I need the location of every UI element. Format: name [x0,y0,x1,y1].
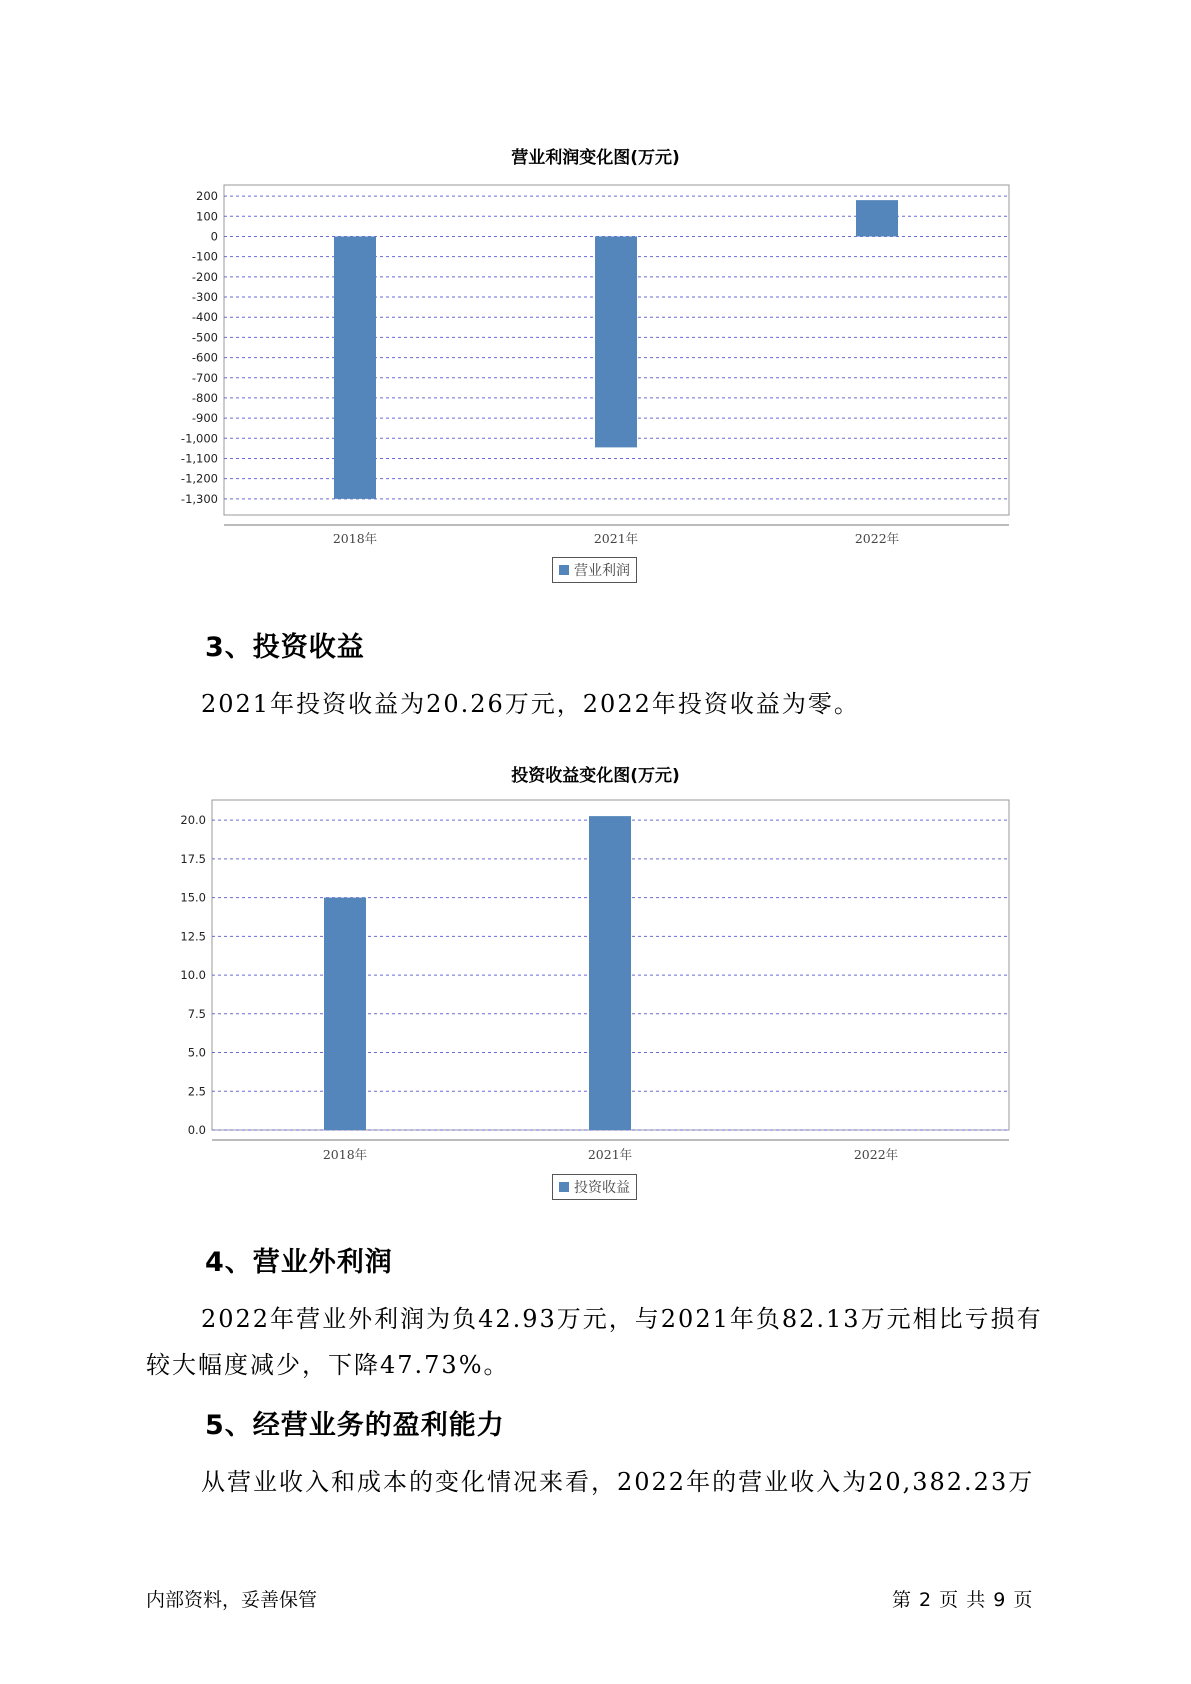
footer-page-number: 第 2 页 共 9 页 [892,1589,1034,1611]
chart2-xtick-label: 2018年 [322,1147,368,1162]
chart1-ytick-label: 0 [210,229,218,244]
chart1-xtick-label: 2021年 [593,531,639,546]
chart1-xtick-label: 2018年 [332,531,378,546]
chart1-ytick-label: -100 [191,249,218,264]
chart2-ytick-label: 12.5 [180,929,206,944]
chart2-ytick-label: 20.0 [180,813,206,828]
chart1-ytick-label: 100 [196,209,218,224]
chart1-ytick-label: -700 [191,370,218,385]
chart2-title: 投资收益变化图(万元) [511,766,680,786]
chart1-ytick-label: -300 [191,290,218,305]
section4-text-line1: 2022年营业外利润为负42.93万元，与2021年负82.13万元相比亏损有 [201,1305,1043,1333]
chart1-ytick-label: 200 [196,189,218,204]
section3-text: 2021年投资收益为20.26万元，2022年投资收益为零。 [201,690,860,718]
chart2-ytick-label: 10.0 [180,968,206,983]
chart2-bar-2021年 [589,816,631,1130]
chart1-ytick-label: -600 [191,350,218,365]
chart1-ytick-label: -500 [191,330,218,345]
chart2-ytick-label: 15.0 [180,890,206,905]
chart1-ytick-label: -200 [191,269,218,284]
chart1-title: 营业利润变化图(万元) [511,148,680,168]
chart2-ytick-label: 5.0 [187,1045,206,1060]
chart1-ytick-label: -1,100 [180,451,218,466]
chart2-legend-label: 投资收益 [574,1180,630,1196]
section4-heading: 4、营业外利润 [205,1247,393,1278]
chart1-legend-label: 营业利润 [574,563,630,579]
section5-heading: 5、经营业务的盈利能力 [205,1410,505,1441]
chart2-xtick-label: 2021年 [587,1147,633,1162]
section5-text: 从营业收入和成本的变化情况来看，2022年的营业收入为20,382.23万 [201,1468,1035,1496]
chart2-bar-2018年 [324,898,366,1130]
chart1-xtick-label: 2022年 [854,531,900,546]
chart2-ytick-label: 7.5 [187,1006,206,1021]
chart2-legend [552,1174,637,1200]
section3-heading: 3、投资收益 [205,632,365,663]
chart1-ytick-label: -1,300 [180,491,218,506]
legend-swatch [559,1182,569,1192]
footer-left: 内部资料，妥善保管 [146,1589,318,1611]
section4-text-line2: 较大幅度减少，下降47.73%。 [146,1351,510,1379]
chart1-ytick-label: -1,200 [180,471,218,486]
chart1-ytick-label: -900 [191,411,218,426]
chart1-ytick-label: -400 [191,310,218,325]
chart1-ytick-label: -1,000 [180,431,218,446]
chart2-ytick-label: 2.5 [187,1084,206,1099]
chart2-xtick-label: 2022年 [853,1147,899,1162]
chart2-ytick-label: 17.5 [180,851,206,866]
chart1-ytick-label: -800 [191,390,218,405]
chart2-ytick-label: 0.0 [187,1123,206,1137]
